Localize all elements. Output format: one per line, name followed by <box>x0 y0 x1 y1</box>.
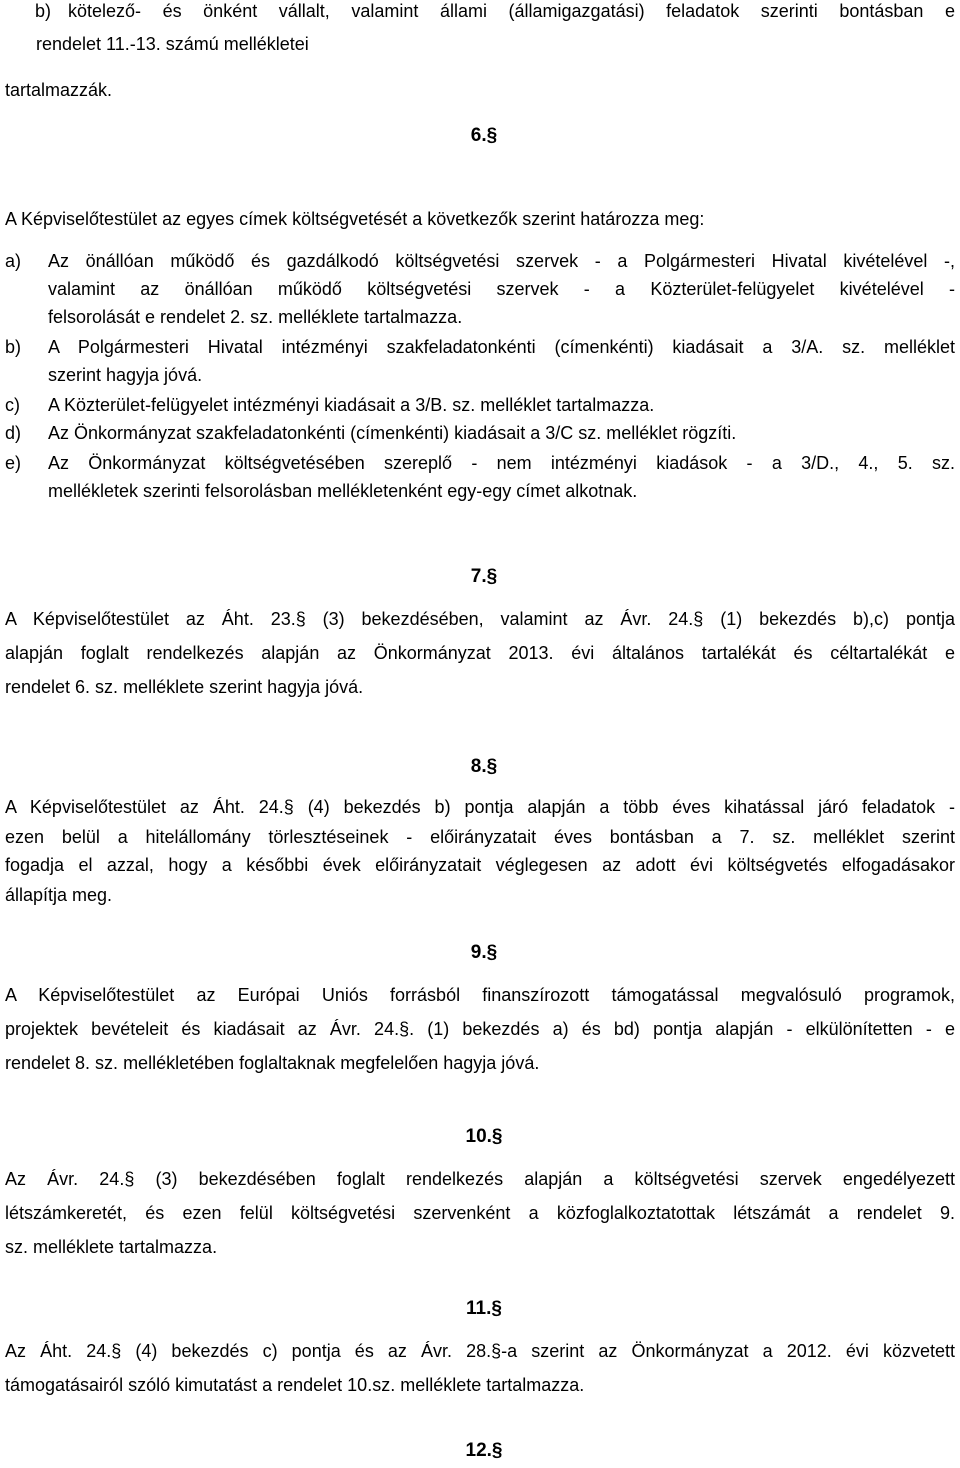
section-6-item-a-label: a) <box>5 251 22 271</box>
section-7-line-1: A Képviselőtestület az Áht. 23.§ (3) bekezdésében, valamint az Ávr. 24.§ (1) bekezdés b),c) pontja <box>5 609 955 629</box>
section-10-heading: 10.§ <box>465 1126 503 1147</box>
section-6-item-c-label: c) <box>5 395 20 415</box>
section-8-line-4: állapítja meg. <box>5 885 113 905</box>
section-9-line-2: projektek bevételeit és kiadásait az Ávr. 24.§. (1) bekezdés a) és bd) pontja alapján - elkülönítetten - e <box>5 1019 955 1039</box>
intro-line-2: rendelet 11.-13. számú mellékletei <box>36 34 309 54</box>
section-8-line-2: ezen belül a hitelállomány törlesztéseinek - előirányzatait éves bontásban a 7. sz. melléklet szerint <box>5 827 955 847</box>
section-6-heading: 6.§ <box>470 125 498 146</box>
section-6-item-e-line-1: Az Önkormányzat költségvetésében szereplő - nem intézményi kiadások - a 3/D., 4., 5. sz. <box>48 453 955 473</box>
section-11-heading: 11.§ <box>466 1298 502 1319</box>
section-11-line-2: támogatásairól szóló kimutatást a rendelet 10.sz. melléklete tartalmazza. <box>5 1375 585 1395</box>
section-6-item-e-line-2: mellékletek szerinti felsorolásban mellékletenként egy-egy címet alkotnak. <box>48 481 638 501</box>
section-6-item-a-line-2: valamint az önállóan működő költségvetési szervek - a Közterület-felügyelet kivételével - <box>48 279 955 299</box>
section-10-line-1: Az Ávr. 24.§ (3) bekezdésében foglalt rendelkezés alapján a költségvetési szervek engedélyezett <box>5 1169 955 1189</box>
section-6-item-e-label: e) <box>5 453 22 473</box>
section-6-item-b-line-2: szerint hagyja jóvá. <box>48 365 203 385</box>
section-6-lead: A Képviselőtestület az egyes címek költségvetését a következők szerint határozza meg: <box>5 209 705 229</box>
intro-line-3: tartalmazzák. <box>5 80 113 100</box>
section-10-line-3: sz. melléklete tartalmazza. <box>5 1237 218 1257</box>
section-6-item-c-line: A Közterület-felügyelet intézményi kiadásait a 3/B. sz. melléklet tartalmazza. <box>48 395 655 415</box>
section-7-line-2: alapján foglalt rendelkezés alapján az Önkormányzat 2013. évi általános tartalékát és céltartalékát e <box>5 643 955 663</box>
section-8-heading: 8.§ <box>470 756 498 777</box>
section-12-heading: 12.§ <box>465 1440 503 1461</box>
section-6-item-a-line-1: Az önállóan működő és gazdálkodó költségvetési szervek - a Polgármesteri Hivatal kivételével -, <box>48 251 955 271</box>
section-6-item-a-line-3: felsorolását e rendelet 2. sz. melléklete tartalmazza. <box>48 307 463 327</box>
intro-item-label: b) <box>35 1 52 21</box>
intro-line-1: kötelező- és önként vállalt, valamint állami (államigazgatási) feladatok szerinti bontásban e <box>68 1 955 21</box>
section-11-line-1: Az Áht. 24.§ (4) bekezdés c) pontja és az Ávr. 28.§-a szerint az Önkormányzat a 2012. évi közvetett <box>5 1341 955 1361</box>
section-6-item-b-line-1: A Polgármesteri Hivatal intézményi szakfeladatonkénti (címenkénti) kiadásait a 3/A. sz. melléklet <box>48 337 955 357</box>
section-6-item-d-label: d) <box>5 423 22 443</box>
section-9-line-1: A Képviselőtestület az Európai Uniós forrásból finanszírozott támogatással megvalósuló programok, <box>5 985 955 1005</box>
section-8-line-3: fogadja el azzal, hogy a későbbi évek előirányzatait véglegesen az adott évi költségvetés elfogadásakor <box>5 855 955 875</box>
section-10-line-2: létszámkeretét, és ezen felül költségvetési szervenként a közfoglalkoztatottak létszámát a rendelet 9. <box>5 1203 955 1223</box>
section-8-line-1: A Képviselőtestület az Áht. 24.§ (4) bekezdés b) pontja alapján a több éves kihatással járó feladatok - <box>5 797 955 817</box>
section-9-heading: 9.§ <box>470 942 498 963</box>
section-7-line-3: rendelet 6. sz. melléklete szerint hagyja jóvá. <box>5 677 364 697</box>
section-6-item-b-label: b) <box>5 337 22 357</box>
section-9-line-3: rendelet 8. sz. mellékletében foglaltaknak megfelelően hagyja jóvá. <box>5 1053 540 1073</box>
section-7-heading: 7.§ <box>470 566 498 587</box>
section-6-item-d-line: Az Önkormányzat szakfeladatonkénti (címenkénti) kiadásait a 3/C sz. melléklet rögzíti. <box>48 423 737 443</box>
